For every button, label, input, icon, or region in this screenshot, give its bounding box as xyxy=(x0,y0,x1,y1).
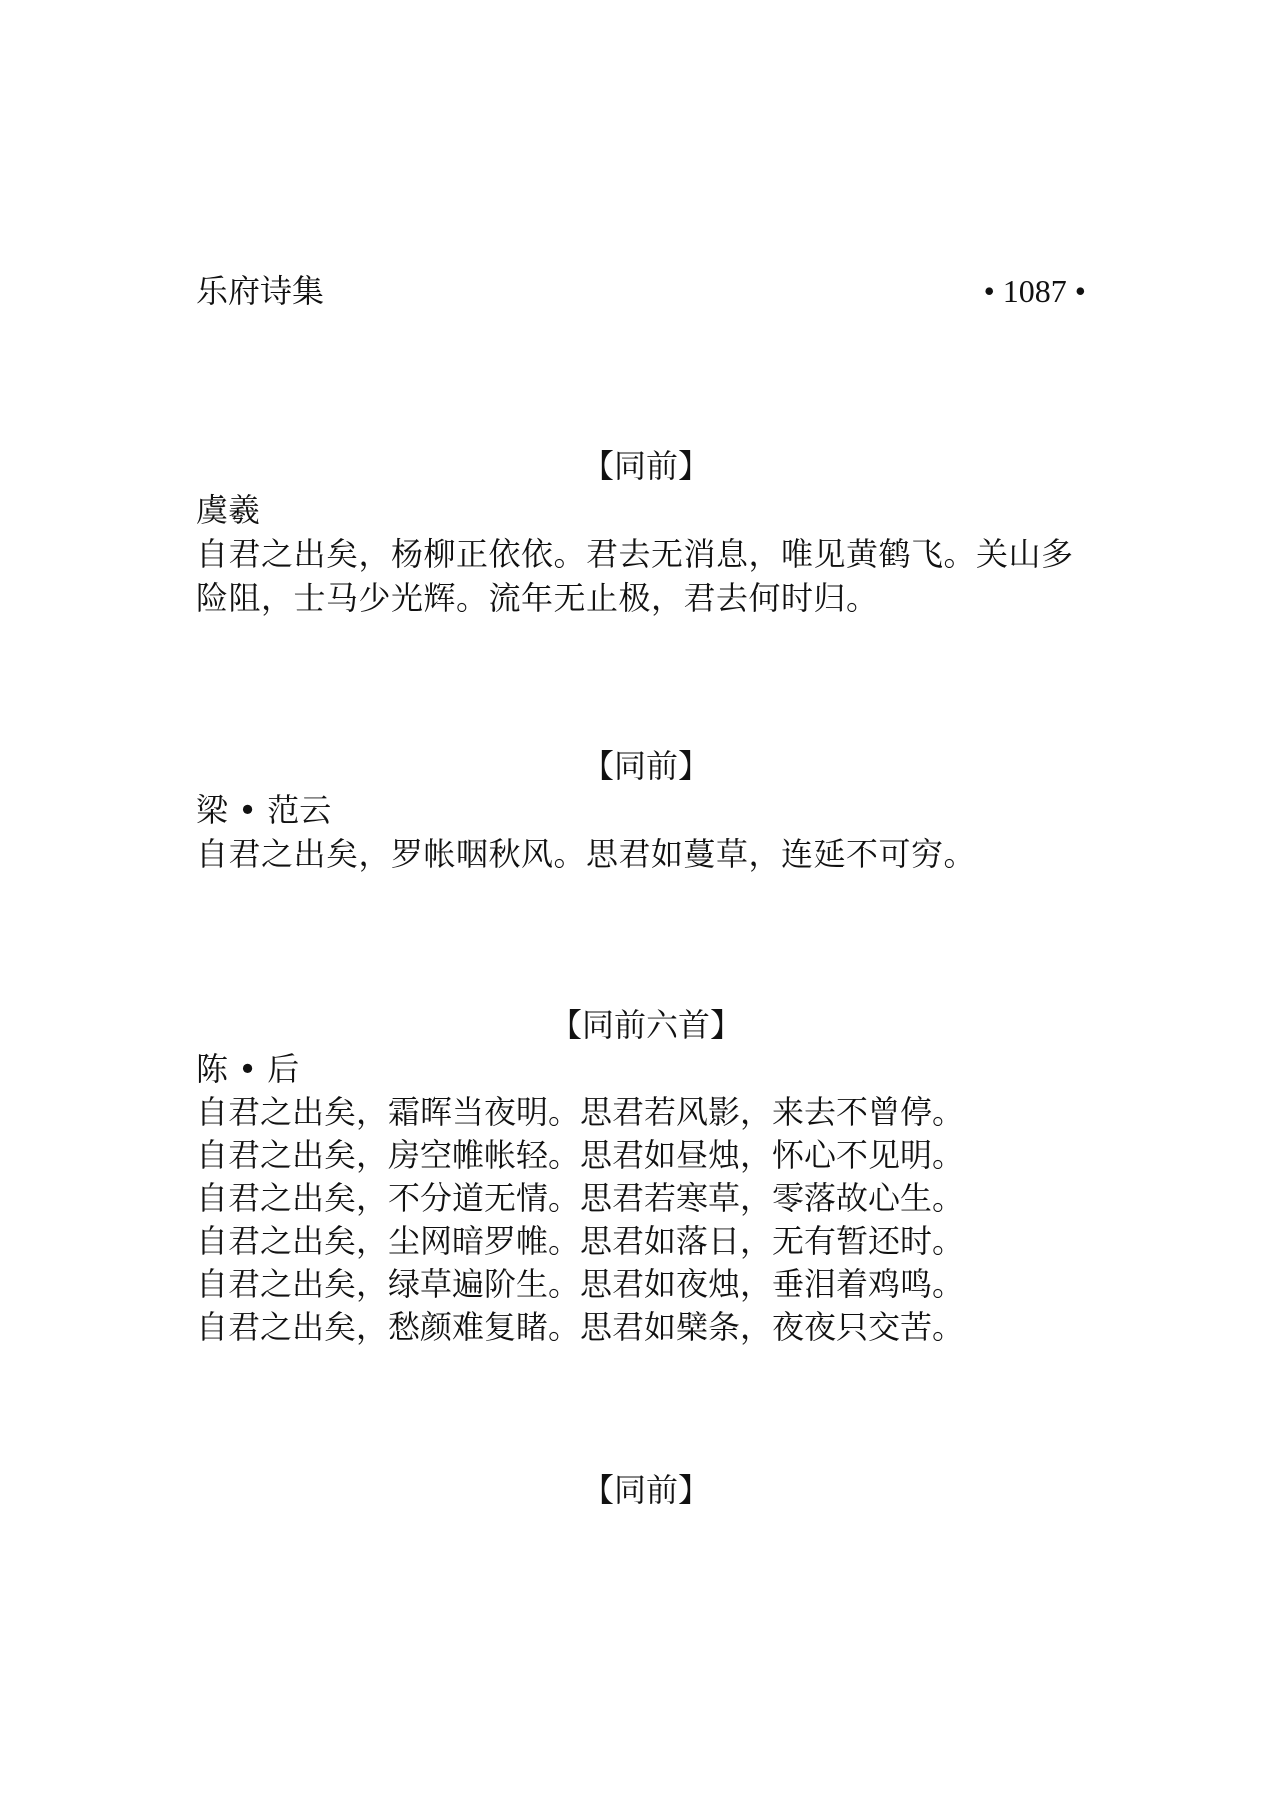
poem-section xyxy=(196,744,1096,876)
poem-line: 自君之出矣，愁颜难复睹。思君如檗条，夜夜只交苦。 xyxy=(196,1308,965,1346)
page-number: • 1087 • xyxy=(983,273,1086,309)
poem-author: 陈 • 后 xyxy=(196,1050,300,1088)
section-title: 【同前】 xyxy=(581,447,710,485)
poem-line: 自君之出矣，霜晖当夜明。思君若风影，来去不曾停。 xyxy=(196,1093,965,1131)
poem-section xyxy=(196,1003,1096,1349)
section-title: 【同前】 xyxy=(581,1471,710,1509)
book-title: 乐府诗集 xyxy=(196,272,325,310)
poem-line: 自君之出矣，尘网暗罗帷。思君如落日，无有暂还时。 xyxy=(196,1222,965,1260)
poem-author: 梁 • 范云 xyxy=(196,791,332,829)
poem-text: 自君之出矣，罗帐咽秋风。思君如蔓草，连延不可穷。 xyxy=(196,835,977,873)
poem-section xyxy=(196,1468,1096,1512)
poem-author: 虞羲 xyxy=(196,491,261,529)
page-header xyxy=(196,268,1086,314)
section-title: 【同前六首】 xyxy=(549,1006,742,1044)
poem-line: 自君之出矣，房空帷帐轻。思君如昼烛，怀心不见明。 xyxy=(196,1136,965,1174)
poem-text: 自君之出矣，杨柳正依依。君去无消息，唯见黄鹤飞。关山多险阻，士马少光辉。流年无止极，君去何时归。 xyxy=(196,535,1074,617)
poem-line: 自君之出矣，不分道无情。思君若寒草，零落故心生。 xyxy=(196,1179,965,1217)
poem-line: 自君之出矣，绿草遍阶生。思君如夜烛，垂泪着鸡鸣。 xyxy=(196,1265,965,1303)
section-title: 【同前】 xyxy=(581,747,710,785)
poem-section xyxy=(196,444,1096,620)
